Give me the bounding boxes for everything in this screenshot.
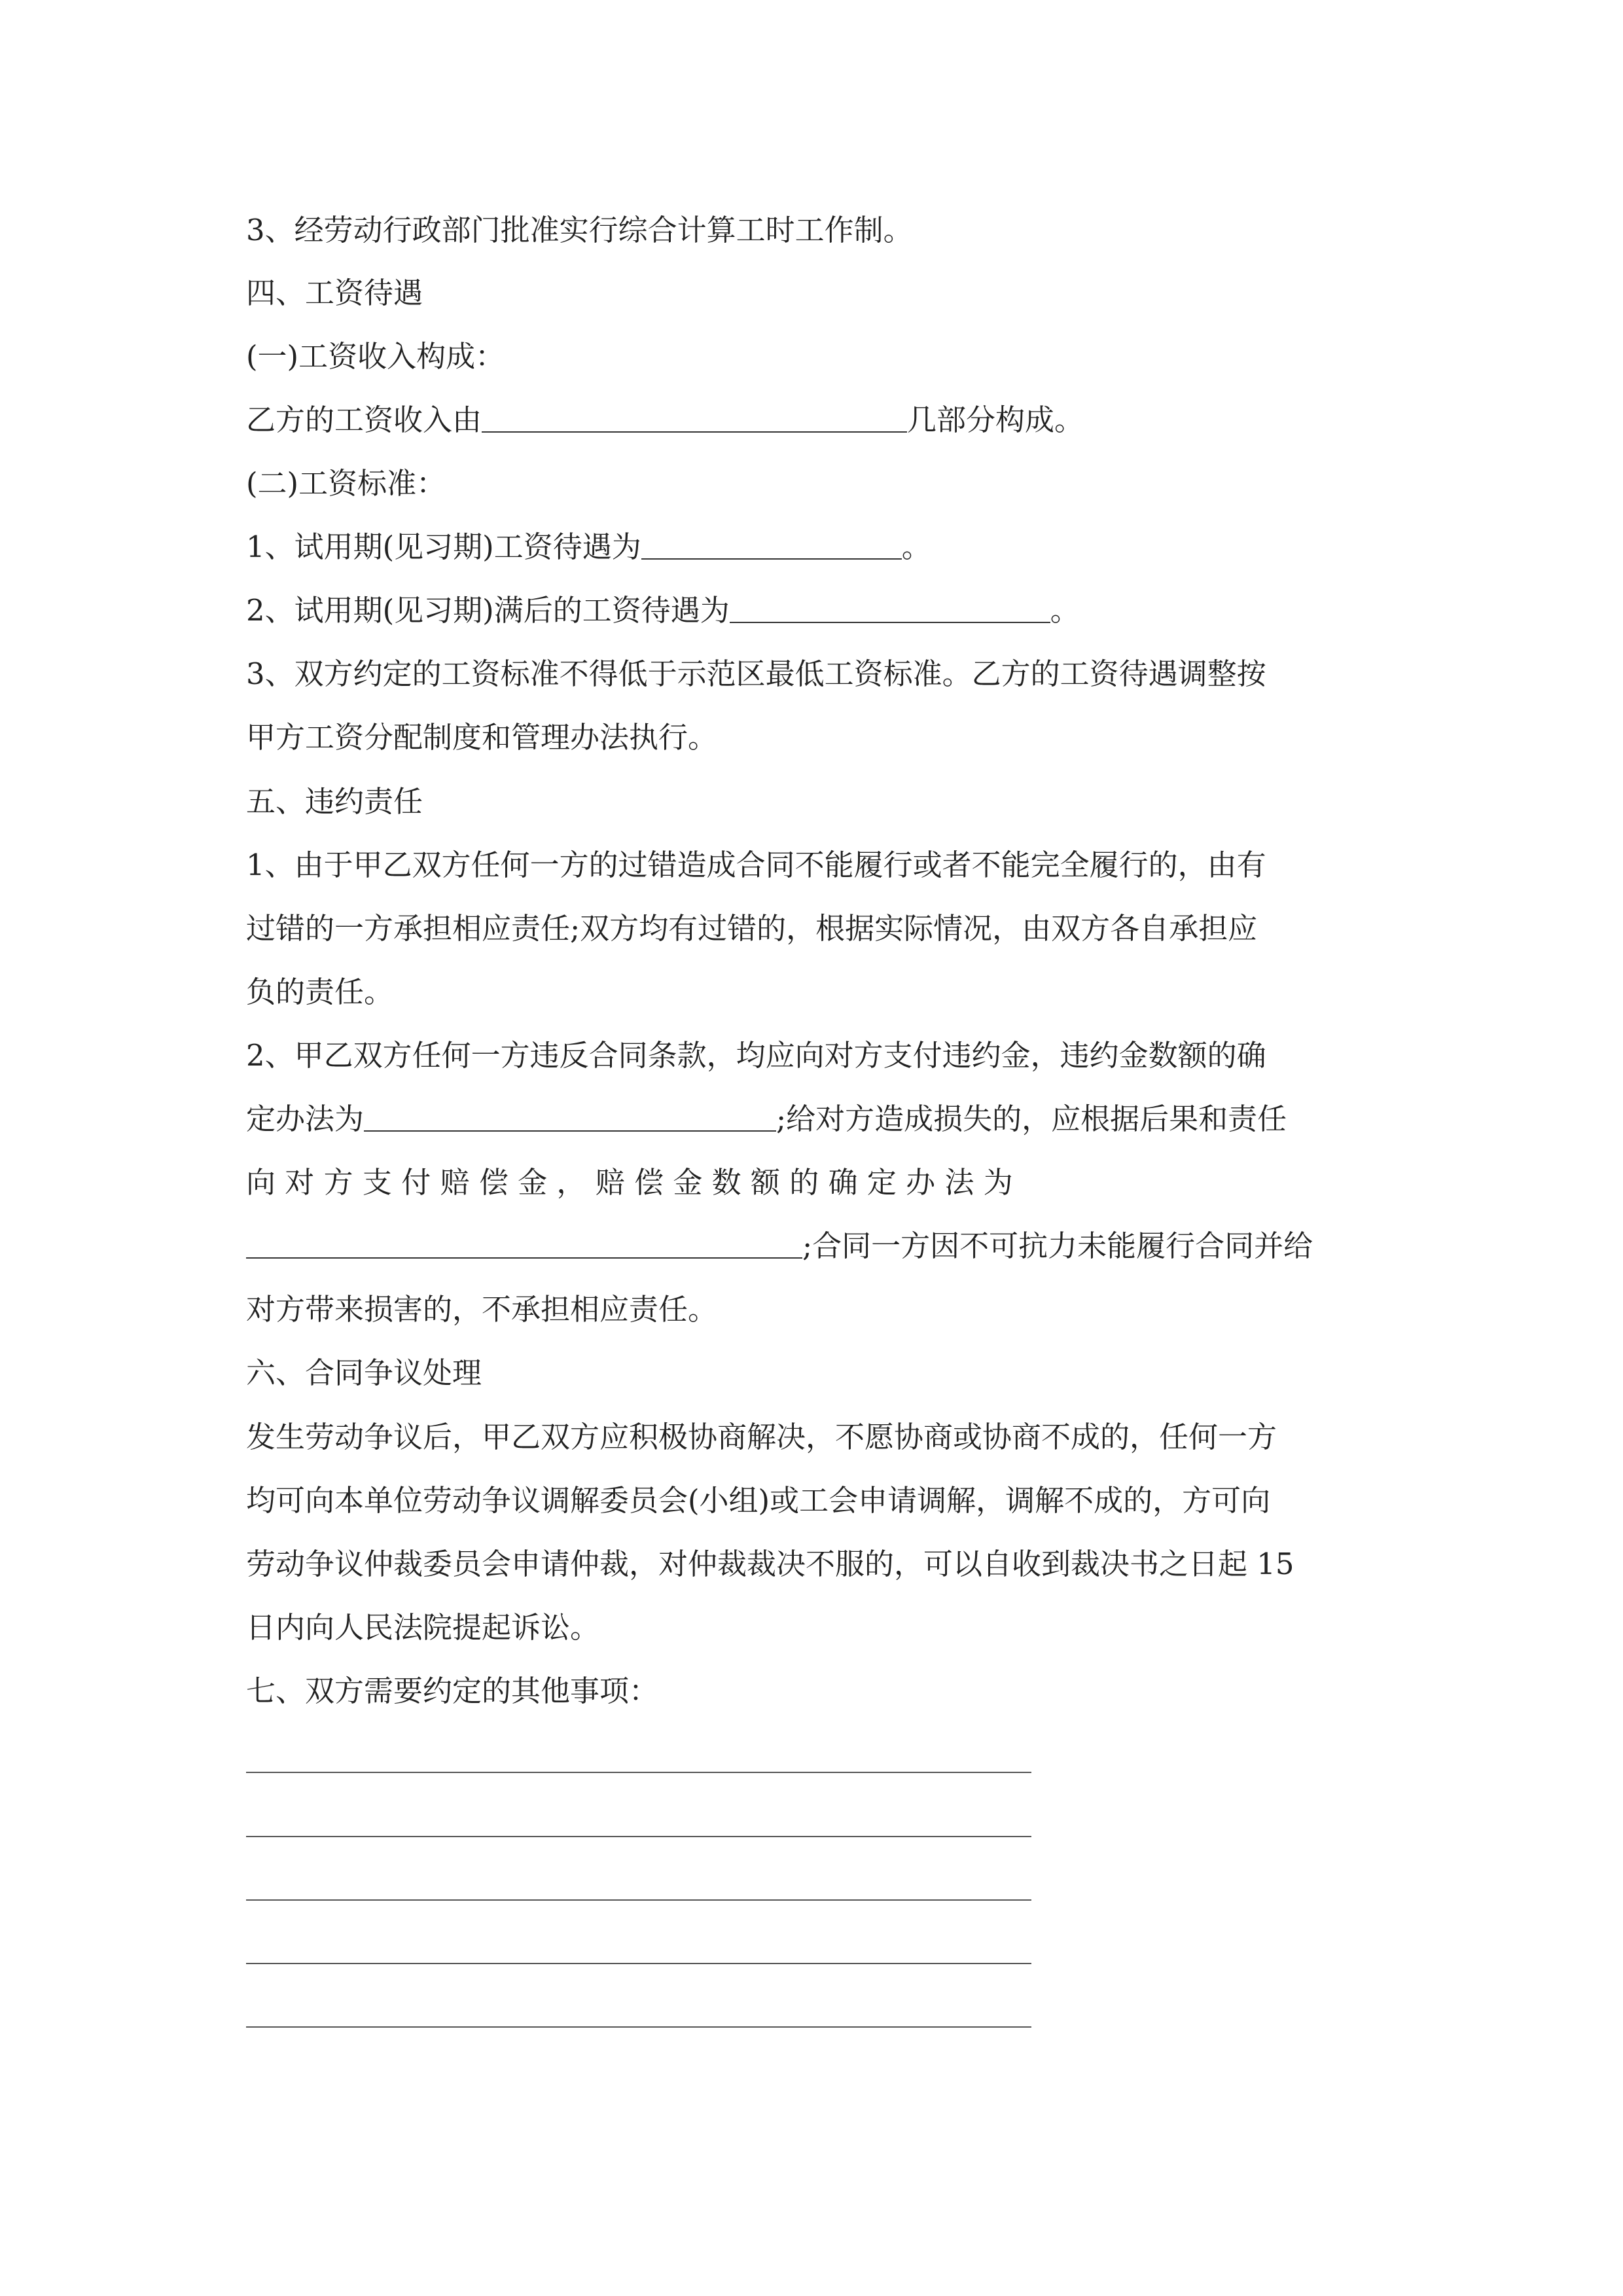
penalty-method-prefix: 定办法为 (246, 1102, 365, 1136)
wage-composition-prefix: 乙方的工资收入由 (246, 403, 482, 437)
compensation-method-blank[interactable] (246, 1227, 802, 1259)
penalty-method-suffix: ;给对方造成损失的，应根据后果和责任 (776, 1102, 1287, 1136)
dispute-line-4: 日内向人民法院提起诉讼。 (246, 1610, 600, 1645)
post-probation-wage-suffix: 。 (1050, 593, 1080, 628)
other-matters-blank-line-2[interactable] (246, 1836, 1031, 1837)
liability-clause-2-line-4 (246, 1227, 1313, 1266)
post-probation-wage-line (246, 591, 1080, 630)
liability-clause-2-line-1: 2、甲乙双方任何一方违反合同条款，均应向对方支付违约金，违约金数额的确 (246, 1038, 1266, 1073)
liability-clause-1-line-2: 过错的一方承担相应责任;双方均有过错的，根据实际情况，由双方各自承担应 (246, 911, 1258, 946)
probation-wage-blank[interactable] (641, 528, 902, 560)
compensation-method-suffix: ;合同一方因不可抗力未能履行合同并给 (802, 1229, 1313, 1263)
section-4-heading: 四、工资待遇 (246, 276, 423, 310)
wage-composition-heading: (一)工资收入构成： (246, 339, 505, 374)
liability-clause-1-line-3: 负的责任。 (246, 975, 394, 1009)
post-probation-wage-prefix: 2、试用期(见习期)满后的工资待遇为 (246, 593, 730, 628)
other-matters-blank-line-5[interactable] (246, 2026, 1031, 2028)
other-matters-blank-line-4[interactable] (246, 1963, 1031, 1964)
dispute-line-3: 劳动争议仲裁委员会申请仲裁，对仲裁裁决不服的，可以自收到裁决书之日起 15 (246, 1547, 1294, 1581)
liability-clause-1-line-1: 1、由于甲乙双方任何一方的过错造成合同不能履行或者不能完全履行的，由有 (246, 848, 1266, 882)
section-5-heading: 五、违约责任 (246, 784, 423, 819)
liability-clause-2-line-2 (246, 1100, 1287, 1139)
wage-composition-line (246, 401, 1084, 440)
dispute-line-1: 发生劳动争议后，甲乙双方应积极协商解决，不愿协商或协商不成的，任何一方 (246, 1420, 1277, 1454)
wage-clause-3-line-2: 甲方工资分配制度和管理办法执行。 (246, 720, 718, 755)
probation-wage-line (246, 528, 931, 567)
probation-wage-suffix: 。 (901, 529, 931, 564)
wage-clause-3-line-1: 3、双方约定的工资标准不得低于示范区最低工资标准。乙方的工资待遇调整按 (246, 656, 1266, 691)
wage-composition-suffix: 几部分构成。 (907, 403, 1084, 437)
working-hours-clause-3: 3、经劳动行政部门批准实行综合计算工时工作制。 (246, 213, 913, 247)
wage-composition-blank[interactable] (482, 401, 907, 433)
penalty-method-blank[interactable] (364, 1100, 776, 1132)
other-matters-blank-line-1[interactable] (246, 1772, 1031, 1773)
probation-wage-prefix: 1、试用期(见习期)工资待遇为 (246, 529, 641, 564)
post-probation-wage-blank[interactable] (730, 592, 1050, 623)
other-matters-blank-line-3[interactable] (246, 1899, 1031, 1901)
liability-clause-2-line-3: 向 对 方 支 付 赔 偿 金 ， 赔 偿 金 数 额 的 确 定 办 法 为 (246, 1165, 1013, 1200)
dispute-line-2: 均可向本单位劳动争议调解委员会(小组)或工会申请调解，调解不成的，方可向 (246, 1483, 1271, 1518)
section-6-heading: 六、合同争议处理 (246, 1355, 482, 1390)
section-7-heading: 七、双方需要约定的其他事项： (246, 1674, 659, 1708)
liability-clause-2-line-5: 对方带来损害的，不承担相应责任。 (246, 1292, 718, 1327)
wage-standard-heading: (二)工资标准： (246, 466, 446, 501)
